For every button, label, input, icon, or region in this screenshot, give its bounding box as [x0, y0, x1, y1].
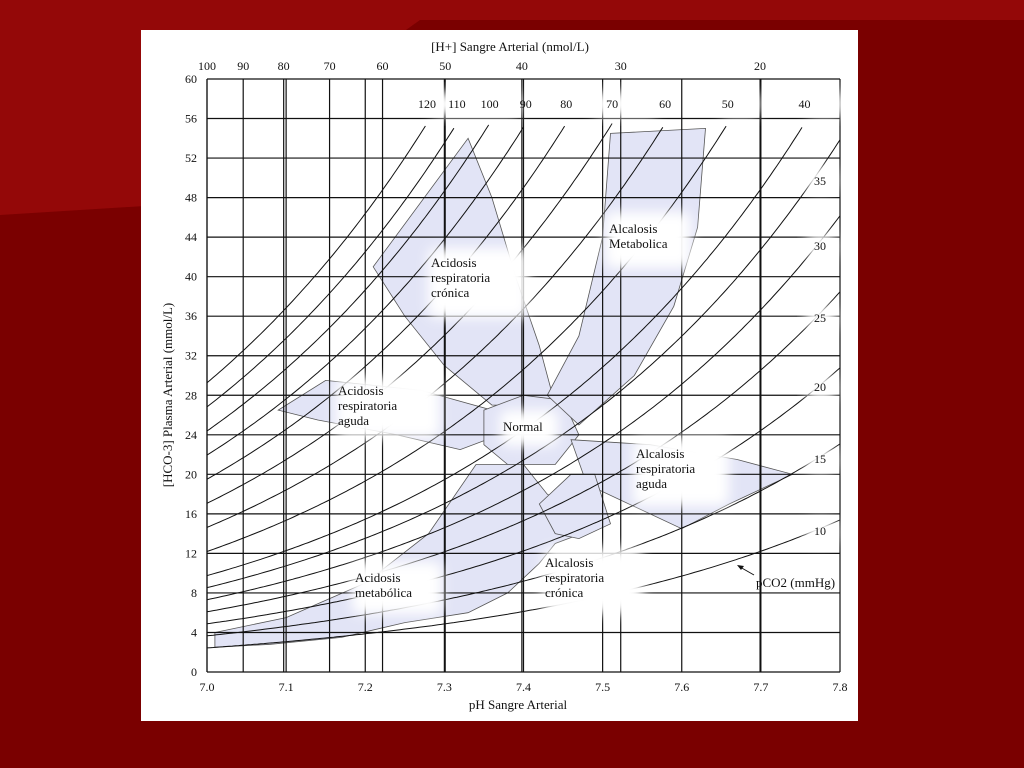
isobar-label: 40	[798, 97, 811, 111]
y-tick-label: 32	[185, 348, 197, 363]
zone-label: aguda	[338, 413, 370, 428]
x-tick-label: 7.4	[516, 680, 531, 694]
y-tick-label: 12	[185, 546, 197, 561]
y-tick-label: 16	[185, 506, 197, 521]
isobar-label: 80	[560, 97, 573, 111]
label-glow-7	[430, 92, 520, 116]
h-tick-label: 20	[754, 59, 767, 73]
isobar-right-label: 10	[814, 524, 826, 538]
y-tick-label: 60	[185, 72, 197, 86]
h-tick-label: 80	[277, 59, 290, 73]
y-tick-label: 0	[191, 665, 197, 679]
isobar-right-label: 35	[814, 174, 826, 188]
isobar-label: 110	[448, 97, 466, 111]
isobar-right-label: 20	[814, 380, 826, 394]
zone-label: aguda	[636, 476, 668, 491]
zone-label: Alcalosis	[545, 555, 594, 570]
h-tick-label: 70	[323, 59, 336, 73]
h-tick-label: 30	[614, 59, 627, 73]
x-axis-label: pH Sangre Arterial	[468, 697, 568, 712]
zone-label: respiratoria	[431, 270, 491, 285]
zone-label: metabólica	[355, 585, 413, 600]
pco2-unit-label: pCO2 (mmHg)	[756, 575, 836, 590]
h-tick-label: 100	[198, 59, 216, 73]
y-tick-label: 40	[185, 269, 197, 284]
isobar-label: 50	[721, 97, 734, 111]
x-tick-label: 7.8	[832, 680, 848, 694]
zone-label: Metabolica	[609, 236, 668, 251]
y-tick-label: 24	[185, 427, 197, 442]
x-tick-label: 7.1	[278, 680, 294, 694]
zone-label: Acidosis	[431, 255, 477, 270]
x-tick-label: 7.5	[595, 680, 611, 694]
x-tick-label: 7.0	[199, 680, 215, 694]
h-tick-label: 40	[515, 59, 528, 73]
y-tick-label: 44	[185, 230, 197, 245]
zone-label: Alcalosis	[609, 221, 658, 236]
h-tick-label: 50	[439, 59, 452, 73]
y-tick-label: 56	[185, 111, 197, 126]
isobar-label: 100	[480, 97, 499, 111]
label-glow-8	[592, 92, 658, 116]
y-tick-label: 48	[185, 190, 197, 205]
x-tick-label: 7.6	[674, 680, 690, 694]
y-tick-label: 36	[185, 309, 197, 324]
isobar-label: 90	[519, 97, 532, 111]
isobar-label: 60	[659, 97, 672, 111]
y-tick-label: 20	[185, 467, 197, 482]
y-axis-label: [HCO-3] Plasma Arterial (mmol/L)	[160, 302, 175, 488]
isobar-right-label: 25	[814, 311, 826, 325]
zone-label: Alcalosis	[636, 446, 685, 461]
grid-group	[207, 79, 840, 672]
zone-label: Acidosis	[338, 383, 384, 398]
zone-label: Acidosis	[355, 570, 401, 585]
x-tick-label: 7.7	[753, 680, 769, 694]
y-tick-label: 8	[191, 585, 197, 600]
zone-label: respiratoria	[545, 570, 605, 585]
isobar-label: 120	[417, 97, 436, 111]
isobar-right-label: 15	[814, 452, 826, 466]
top-axis-label: [H+] Sangre Arterial (nmol/L)	[431, 39, 589, 54]
isobar-label: 70	[606, 97, 619, 111]
isobar-right-label: 30	[814, 239, 826, 253]
zone-label: respiratoria	[338, 398, 398, 413]
y-tick-label: 4	[191, 625, 197, 640]
x-tick-label: 7.2	[357, 680, 373, 694]
y-tick-label: 52	[185, 151, 197, 166]
y-tick-label: 28	[185, 388, 197, 403]
label-glow-10	[806, 92, 844, 116]
zone-label: Normal	[503, 419, 543, 434]
zone-label: crónica	[431, 285, 470, 300]
zone-label: crónica	[545, 585, 584, 600]
h-tick-label: 60	[376, 59, 389, 73]
h-tick-label: 90	[237, 59, 250, 73]
x-tick-label: 7.3	[436, 680, 452, 694]
zone-label: respiratoria	[636, 461, 696, 476]
